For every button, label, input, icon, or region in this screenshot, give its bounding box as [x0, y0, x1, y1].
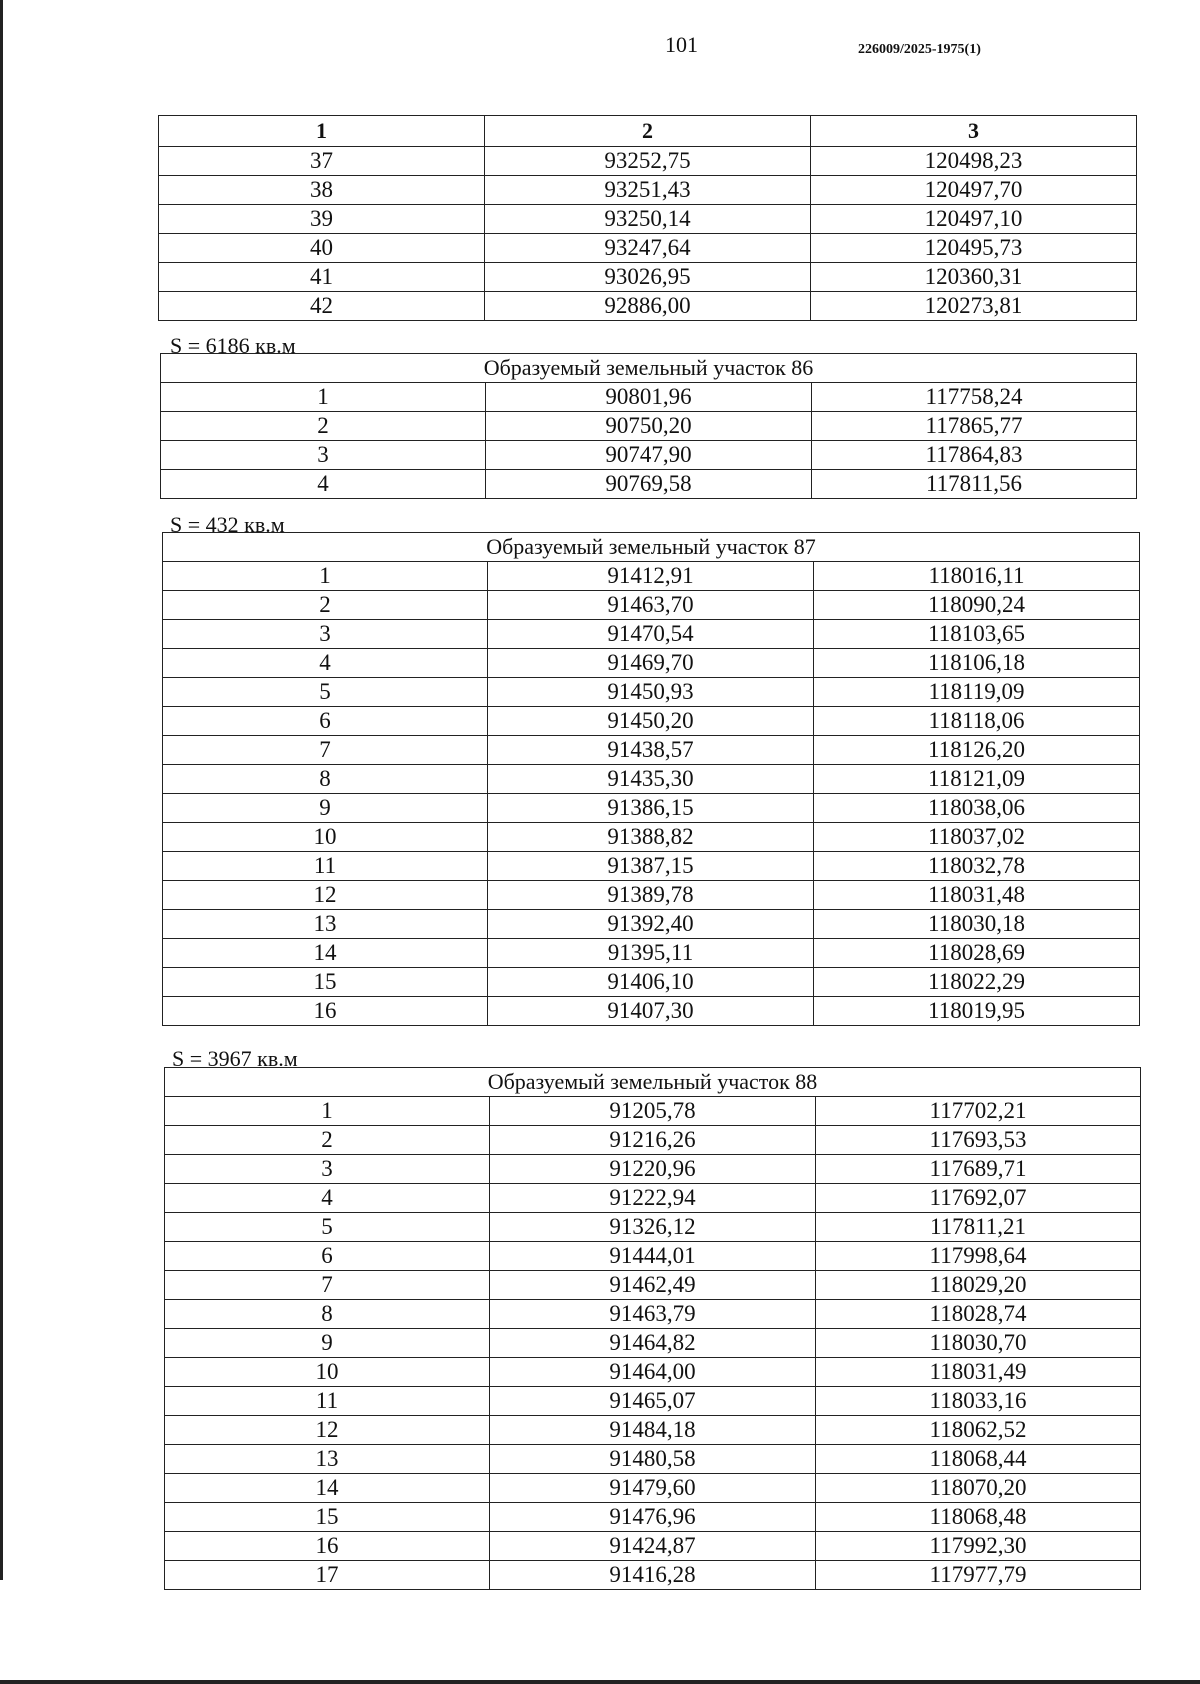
x-coordinate-cell: 93247,64 [485, 234, 811, 263]
scan-left-edge [0, 0, 3, 1580]
y-coordinate-cell: 118118,06 [814, 707, 1140, 736]
y-coordinate-cell: 118126,20 [814, 736, 1140, 765]
table-row [163, 823, 1140, 852]
x-coordinate-cell: 91220,96 [490, 1155, 816, 1184]
area-label: S = 6186 кв.м [170, 333, 296, 358]
point-number-cell: 9 [163, 794, 488, 823]
x-coordinate-cell: 91395,11 [488, 939, 814, 968]
point-number-cell: 13 [163, 910, 488, 939]
x-coordinate-cell: 91464,00 [490, 1358, 816, 1387]
x-coordinate-cell: 91407,30 [488, 997, 814, 1026]
table-row [163, 852, 1140, 881]
y-coordinate-cell: 118119,09 [814, 678, 1140, 707]
y-coordinate-cell: 118028,69 [814, 939, 1140, 968]
y-coordinate-cell: 118090,24 [814, 591, 1140, 620]
table-row [159, 147, 1137, 176]
coordinates-table-continued [158, 115, 1137, 321]
y-coordinate-cell: 117864,83 [812, 441, 1137, 470]
table-row [163, 678, 1140, 707]
y-coordinate-cell: 117693,53 [816, 1126, 1141, 1155]
point-number-cell: 7 [165, 1271, 490, 1300]
x-coordinate-cell: 91388,82 [488, 823, 814, 852]
table-row [165, 1503, 1141, 1532]
y-coordinate-cell: 117811,21 [816, 1213, 1141, 1242]
x-coordinate-cell: 91216,26 [490, 1126, 816, 1155]
x-coordinate-cell: 91387,15 [488, 852, 814, 881]
point-number-cell: 2 [161, 412, 486, 441]
y-coordinate-cell: 117702,21 [816, 1097, 1141, 1126]
table-row [163, 910, 1140, 939]
x-coordinate-cell: 91476,96 [490, 1503, 816, 1532]
point-number-cell: 8 [165, 1300, 490, 1329]
point-number-cell: 38 [159, 176, 485, 205]
area-label: S = 3967 кв.м [172, 1046, 298, 1071]
x-coordinate-cell: 90750,20 [486, 412, 812, 441]
point-number-cell: 4 [161, 470, 486, 499]
y-coordinate-cell: 118032,78 [814, 852, 1140, 881]
x-coordinate-cell: 91463,79 [490, 1300, 816, 1329]
table-row [163, 591, 1140, 620]
y-coordinate-cell: 118030,18 [814, 910, 1140, 939]
table-row [165, 1184, 1141, 1213]
parcel-88-table [164, 1067, 1141, 1590]
x-coordinate-cell: 91450,20 [488, 707, 814, 736]
point-number-cell: 11 [163, 852, 488, 881]
table-body [161, 354, 1137, 499]
x-coordinate-cell: 91484,18 [490, 1416, 816, 1445]
x-coordinate-cell: 93251,43 [485, 176, 811, 205]
point-number-cell: 2 [163, 591, 488, 620]
table-body [165, 1068, 1141, 1590]
y-coordinate-cell: 118068,44 [816, 1445, 1141, 1474]
y-coordinate-cell: 118028,74 [816, 1300, 1141, 1329]
point-number-cell: 5 [165, 1213, 490, 1242]
table-row [165, 1271, 1141, 1300]
x-coordinate-cell: 90747,90 [486, 441, 812, 470]
y-coordinate-cell: 118038,06 [814, 794, 1140, 823]
x-coordinate-cell: 93250,14 [485, 205, 811, 234]
point-number-cell: 8 [163, 765, 488, 794]
y-coordinate-cell: 117689,71 [816, 1155, 1141, 1184]
table-row [165, 1387, 1141, 1416]
table-row [165, 1097, 1141, 1126]
x-coordinate-cell: 91438,57 [488, 736, 814, 765]
x-coordinate-cell: 91469,70 [488, 649, 814, 678]
table-row [159, 176, 1137, 205]
document-reference: 226009/2025-1975(1) [858, 42, 981, 57]
y-coordinate-cell: 118068,48 [816, 1503, 1141, 1532]
x-coordinate-cell: 91450,93 [488, 678, 814, 707]
table-row [165, 1242, 1141, 1271]
scan-bottom-edge [0, 1680, 1200, 1684]
x-coordinate-cell: 91465,07 [490, 1387, 816, 1416]
table-row [163, 939, 1140, 968]
table-row [163, 562, 1140, 591]
table-row [159, 263, 1137, 292]
table-row [163, 736, 1140, 765]
table-body [163, 533, 1140, 1026]
x-coordinate-cell: 91464,82 [490, 1329, 816, 1358]
point-number-cell: 1 [163, 562, 488, 591]
point-number-cell: 14 [165, 1474, 490, 1503]
y-coordinate-cell: 118037,02 [814, 823, 1140, 852]
x-coordinate-cell: 91480,58 [490, 1445, 816, 1474]
table-header-row [159, 116, 1137, 147]
table-title-row [161, 354, 1137, 383]
table-row [159, 205, 1137, 234]
table-title-row [165, 1068, 1141, 1097]
x-coordinate-cell: 93026,95 [485, 263, 811, 292]
x-coordinate-cell: 91205,78 [490, 1097, 816, 1126]
y-coordinate-cell: 120497,10 [811, 205, 1137, 234]
table-row [165, 1474, 1141, 1503]
y-coordinate-cell: 120498,23 [811, 147, 1137, 176]
point-number-cell: 10 [165, 1358, 490, 1387]
x-coordinate-cell: 91392,40 [488, 910, 814, 939]
y-coordinate-cell: 118029,20 [816, 1271, 1141, 1300]
y-coordinate-cell: 120497,70 [811, 176, 1137, 205]
x-coordinate-cell: 91435,30 [488, 765, 814, 794]
y-coordinate-cell: 118031,48 [814, 881, 1140, 910]
point-number-cell: 10 [163, 823, 488, 852]
y-coordinate-cell: 117998,64 [816, 1242, 1141, 1271]
y-coordinate-cell: 118033,16 [816, 1387, 1141, 1416]
area-label: S = 432 кв.м [170, 512, 285, 537]
page-number: 101 [665, 32, 698, 57]
table-row [161, 470, 1137, 499]
table-row [163, 794, 1140, 823]
table-row [165, 1329, 1141, 1358]
y-coordinate-cell: 118106,18 [814, 649, 1140, 678]
point-number-cell: 4 [163, 649, 488, 678]
y-coordinate-cell: 117692,07 [816, 1184, 1141, 1213]
y-coordinate-cell: 117992,30 [816, 1532, 1141, 1561]
x-coordinate-cell: 91470,54 [488, 620, 814, 649]
table-row [159, 234, 1137, 263]
point-number-cell: 3 [163, 620, 488, 649]
parcel-title: Образуемый земельный участок 86 [161, 354, 1137, 383]
table-row [163, 968, 1140, 997]
y-coordinate-cell: 118022,29 [814, 968, 1140, 997]
point-number-cell: 17 [165, 1561, 490, 1590]
table-row [165, 1532, 1141, 1561]
x-coordinate-cell: 91416,28 [490, 1561, 816, 1590]
point-number-cell: 16 [163, 997, 488, 1026]
y-coordinate-cell: 117977,79 [816, 1561, 1141, 1590]
point-number-cell: 6 [163, 707, 488, 736]
column-header: 2 [485, 116, 811, 147]
x-coordinate-cell: 91424,87 [490, 1532, 816, 1561]
table-row [163, 620, 1140, 649]
point-number-cell: 4 [165, 1184, 490, 1213]
parcel-86-table [160, 353, 1137, 499]
table-row [163, 707, 1140, 736]
parcel-title: Образуемый земельный участок 87 [163, 533, 1140, 562]
y-coordinate-cell: 118070,20 [816, 1474, 1141, 1503]
point-number-cell: 41 [159, 263, 485, 292]
table-row [165, 1300, 1141, 1329]
x-coordinate-cell: 91444,01 [490, 1242, 816, 1271]
point-number-cell: 9 [165, 1329, 490, 1358]
point-number-cell: 39 [159, 205, 485, 234]
table-body [159, 147, 1137, 321]
y-coordinate-cell: 118103,65 [814, 620, 1140, 649]
point-number-cell: 6 [165, 1242, 490, 1271]
x-coordinate-cell: 91326,12 [490, 1213, 816, 1242]
x-coordinate-cell: 90801,96 [486, 383, 812, 412]
y-coordinate-cell: 117758,24 [812, 383, 1137, 412]
point-number-cell: 7 [163, 736, 488, 765]
point-number-cell: 12 [165, 1416, 490, 1445]
x-coordinate-cell: 91463,70 [488, 591, 814, 620]
x-coordinate-cell: 91479,60 [490, 1474, 816, 1503]
point-number-cell: 15 [165, 1503, 490, 1532]
y-coordinate-cell: 118016,11 [814, 562, 1140, 591]
x-coordinate-cell: 91462,49 [490, 1271, 816, 1300]
y-coordinate-cell: 117811,56 [812, 470, 1137, 499]
table-row [165, 1213, 1141, 1242]
table-row [163, 765, 1140, 794]
column-header: 1 [159, 116, 485, 147]
table-row [161, 441, 1137, 470]
y-coordinate-cell: 120273,81 [811, 292, 1137, 321]
table-row [159, 292, 1137, 321]
point-number-cell: 13 [165, 1445, 490, 1474]
point-number-cell: 14 [163, 939, 488, 968]
y-coordinate-cell: 118062,52 [816, 1416, 1141, 1445]
point-number-cell: 37 [159, 147, 485, 176]
point-number-cell: 40 [159, 234, 485, 263]
point-number-cell: 1 [165, 1097, 490, 1126]
point-number-cell: 12 [163, 881, 488, 910]
x-coordinate-cell: 91389,78 [488, 881, 814, 910]
point-number-cell: 5 [163, 678, 488, 707]
x-coordinate-cell: 91406,10 [488, 968, 814, 997]
x-coordinate-cell: 91412,91 [488, 562, 814, 591]
point-number-cell: 3 [161, 441, 486, 470]
table-row [163, 649, 1140, 678]
table-row [165, 1561, 1141, 1590]
point-number-cell: 15 [163, 968, 488, 997]
y-coordinate-cell: 118121,09 [814, 765, 1140, 794]
point-number-cell: 1 [161, 383, 486, 412]
table-row [161, 383, 1137, 412]
x-coordinate-cell: 91386,15 [488, 794, 814, 823]
x-coordinate-cell: 90769,58 [486, 470, 812, 499]
x-coordinate-cell: 93252,75 [485, 147, 811, 176]
x-coordinate-cell: 92886,00 [485, 292, 811, 321]
y-coordinate-cell: 118019,95 [814, 997, 1140, 1026]
point-number-cell: 16 [165, 1532, 490, 1561]
column-header: 3 [811, 116, 1137, 147]
y-coordinate-cell: 118031,49 [816, 1358, 1141, 1387]
point-number-cell: 11 [165, 1387, 490, 1416]
table-row [161, 412, 1137, 441]
y-coordinate-cell: 120495,73 [811, 234, 1137, 263]
table-row [165, 1445, 1141, 1474]
x-coordinate-cell: 91222,94 [490, 1184, 816, 1213]
table-row [165, 1416, 1141, 1445]
point-number-cell: 42 [159, 292, 485, 321]
y-coordinate-cell: 117865,77 [812, 412, 1137, 441]
y-coordinate-cell: 120360,31 [811, 263, 1137, 292]
table-row [165, 1126, 1141, 1155]
table-row [165, 1155, 1141, 1184]
parcel-87-table [162, 532, 1140, 1026]
table-row [163, 881, 1140, 910]
table-title-row [163, 533, 1140, 562]
parcel-title: Образуемый земельный участок 88 [165, 1068, 1141, 1097]
point-number-cell: 2 [165, 1126, 490, 1155]
table-row [163, 997, 1140, 1026]
table-row [165, 1358, 1141, 1387]
point-number-cell: 3 [165, 1155, 490, 1184]
y-coordinate-cell: 118030,70 [816, 1329, 1141, 1358]
